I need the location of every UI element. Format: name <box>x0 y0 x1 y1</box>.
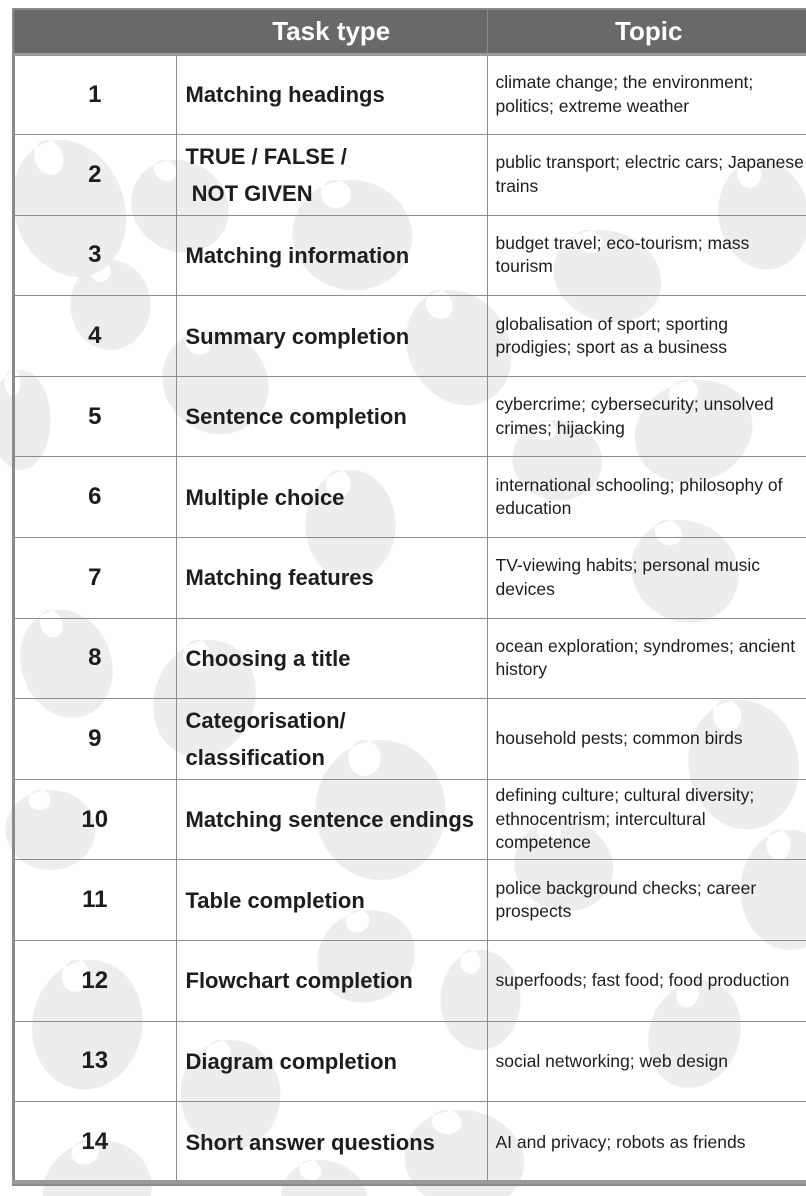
task-type-cell: Table completion <box>176 860 487 941</box>
topic-cell: superfoods; fast food; food production <box>487 941 806 1022</box>
task-type-cell: Multiple choice <box>176 457 487 538</box>
topic-cell: TV-viewing habits; personal music devices <box>487 538 806 619</box>
topic-cell: household pests; common birds <box>487 699 806 780</box>
table-row <box>14 215 806 296</box>
header-topic: Topic <box>487 10 806 54</box>
row-number: 11 <box>14 860 176 941</box>
topic-cell: social networking; web design <box>487 1021 806 1102</box>
table-row <box>14 457 806 538</box>
row-number: 14 <box>14 1102 176 1183</box>
topic-cell: budget travel; eco-tourism; mass tourism <box>487 215 806 296</box>
task-type-cell: Diagram completion <box>176 1021 487 1102</box>
topic-cell: ocean exploration; syndromes; ancient history <box>487 618 806 699</box>
task-type-cell: Flowchart completion <box>176 941 487 1022</box>
table-row <box>14 376 806 457</box>
task-type-cell: TRUE / FALSE / NOT GIVEN <box>176 135 487 216</box>
topic-cell: public transport; electric cars; Japanese trains <box>487 135 806 216</box>
table-row <box>14 618 806 699</box>
row-number: 1 <box>14 54 176 135</box>
row-number: 7 <box>14 538 176 619</box>
table-row <box>14 296 806 377</box>
task-type-cell: Matching sentence endings <box>176 779 487 860</box>
row-number: 12 <box>14 941 176 1022</box>
topic-cell: defining culture; cultural diversity; ethnocentrism; intercultural competence <box>487 779 806 860</box>
row-number: 6 <box>14 457 176 538</box>
row-number: 5 <box>14 376 176 457</box>
header-number <box>14 10 176 54</box>
task-topic-table <box>14 10 806 1182</box>
row-number: 9 <box>14 699 176 780</box>
task-type-cell: Short answer questions <box>176 1102 487 1183</box>
task-type-cell: Matching headings <box>176 54 487 135</box>
table-row <box>14 538 806 619</box>
task-type-cell: Choosing a title <box>176 618 487 699</box>
header-row <box>14 10 806 54</box>
table-row <box>14 779 806 860</box>
table-row <box>14 699 806 780</box>
row-number: 2 <box>14 135 176 216</box>
task-type-cell: Matching features <box>176 538 487 619</box>
topic-cell: climate change; the environment; politics; extreme weather <box>487 54 806 135</box>
table-row <box>14 1102 806 1183</box>
task-type-cell: Summary completion <box>176 296 487 377</box>
row-number: 4 <box>14 296 176 377</box>
row-number: 10 <box>14 779 176 860</box>
bottom-border <box>12 1180 806 1184</box>
task-type-cell: Categorisation/ classification <box>176 699 487 780</box>
topic-cell: cybercrime; cybersecurity; unsolved crimes; hijacking <box>487 376 806 457</box>
header-task-type: Task type <box>176 10 487 54</box>
row-number: 13 <box>14 1021 176 1102</box>
table-row <box>14 135 806 216</box>
topic-cell: international schooling; philosophy of education <box>487 457 806 538</box>
table-row <box>14 860 806 941</box>
table-row <box>14 54 806 135</box>
row-number: 8 <box>14 618 176 699</box>
task-type-cell: Sentence completion <box>176 376 487 457</box>
table-row <box>14 941 806 1022</box>
topic-cell: globalisation of sport; sporting prodigies; sport as a business <box>487 296 806 377</box>
row-number: 3 <box>14 215 176 296</box>
task-type-cell: Matching information <box>176 215 487 296</box>
table-row <box>14 1021 806 1102</box>
topic-cell: AI and privacy; robots as friends <box>487 1102 806 1183</box>
topic-cell: police background checks; career prospects <box>487 860 806 941</box>
